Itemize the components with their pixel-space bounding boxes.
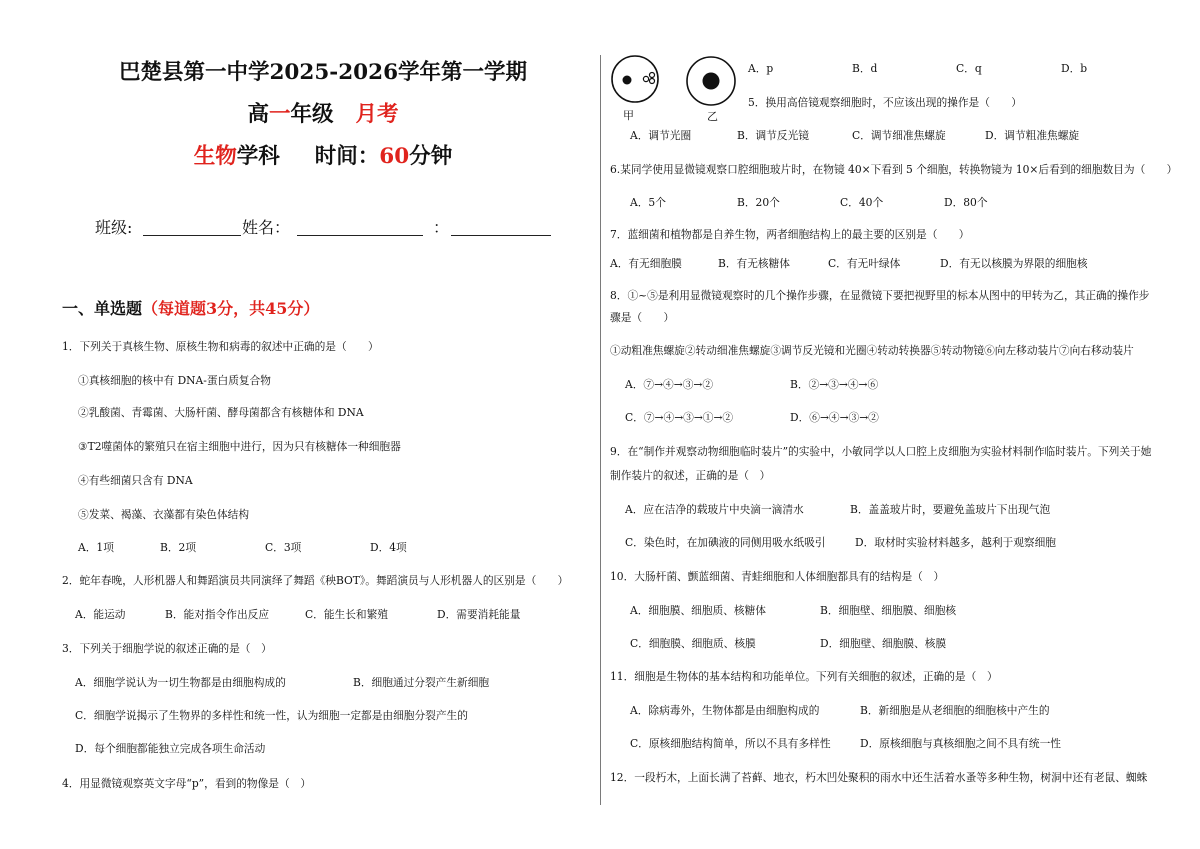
question-6-option-b: B．20个 — [737, 196, 780, 209]
question-8-option-d: D．⑥→④→③→② — [790, 411, 879, 424]
section-header — [62, 300, 319, 318]
subject-name: 生物 — [193, 144, 237, 169]
question-5-option-a: A．调节光圈 — [630, 129, 692, 142]
question-6-option-a: A．5个 — [630, 196, 666, 209]
question-2-option-c: C．能生长和繁殖 — [305, 608, 388, 621]
question-6-stem: 6.某同学使用显微镜观察口腔细胞玻片时，在物镜 40×下看到 5 个细胞，转换物镜为 10×后看到的细胞数目为（ ） — [610, 163, 1178, 176]
question-7-option-d: D．有无以核膜为界限的细胞核 — [940, 257, 1088, 270]
field-jia-small-circle — [650, 79, 655, 84]
third-blank-line — [451, 235, 551, 236]
time-unit: 分钟 — [409, 144, 453, 169]
question-8-option-b: B．②→③→④→⑥ — [790, 378, 879, 391]
grade-prefix: 高 — [247, 102, 269, 127]
question-3-option-a: A．细胞学说认为一切生物都是由细胞构成的 — [75, 676, 286, 689]
question-8-option-a: A．⑦→④→③→② — [625, 378, 714, 391]
question-8-option-c: C．⑦→④→③→①→② — [625, 411, 734, 424]
question-3-option-d: D．每个细胞都能独立完成各项生命活动 — [75, 742, 266, 755]
column-divider — [600, 55, 601, 805]
question-2-option-a: A．能运动 — [75, 608, 126, 621]
third-label: ： — [433, 218, 450, 237]
question-1-stem: 1．下列关于真核生物、原核生物和病毒的叙述中正确的是（ ） — [62, 340, 379, 353]
field-jia-small-circle — [643, 76, 648, 81]
field-yi-dot — [703, 73, 720, 90]
question-11-stem: 11．细胞是生物体的基本结构和功能单位。下列有关细胞的叙述，正确的是（ ） — [610, 670, 998, 683]
class-blank-line — [143, 235, 241, 236]
question-1-statement: ①真核细胞的核中有 DNA-蛋白质复合物 — [78, 374, 271, 387]
microscope-field-figure — [600, 45, 750, 113]
question-8-steps: ①动粗准焦螺旋②转动细准焦螺旋③调节反光镜和光圈④转动转换器⑤转动物镜⑥向左移动装片⑦向右移动装片 — [610, 344, 1134, 357]
question-5-stem: 5．换用高倍镜观察细胞时，不应该出现的操作是（ ） — [748, 96, 1022, 109]
question-4-option-d: D．b — [1061, 62, 1088, 75]
question-10-option-a: A．细胞膜、细胞质、核糖体 — [630, 604, 766, 617]
question-7-stem: 7．蓝细菌和植物都是自养生物，两者细胞结构上的最主要的区别是（ ） — [610, 228, 970, 241]
question-1-statement: ⑤发菜、褐藻、衣藻都有染色体结构 — [78, 508, 250, 521]
question-1-option-b: B．2项 — [160, 541, 197, 554]
grade-highlight: 一 — [268, 102, 291, 127]
name-label: 姓名： — [242, 218, 291, 237]
time-label: 时间： — [314, 144, 380, 169]
question-7-option-c: C．有无叶绿体 — [828, 257, 901, 270]
question-4-stem: 4．用显微镜观察英文字母“p”，看到的物像是（ ） — [62, 777, 312, 790]
question-1-statement: ③T2噬菌体的繁殖只在宿主细胞中进行，因为只有核糖体一种细胞器 — [78, 440, 401, 453]
question-1-statement: ④有些细菌只含有 DNA — [78, 474, 193, 487]
question-8-stem-line: 8．①~⑤是利用显微镜观察时的几个操作步骤，在显微镜下要把视野里的标本从图中的甲转为乙，其正确的操作步 — [610, 289, 1150, 302]
question-10-stem: 10．大肠杆菌、颤蓝细菌、青蛙细胞和人体细胞都具有的结构是（ ） — [610, 570, 945, 583]
subject-time-title — [23, 144, 623, 170]
question-9-stem-line: 制作装片的叙述，正确的是（ ） — [610, 469, 771, 482]
question-2-stem: 2．蛇年春晚，人形机器人和舞蹈演员共同演绎了舞蹈《秧BOT》。舞蹈演员与人形机器人的区别是（ ） — [62, 574, 569, 587]
question-5-option-c: C．调节细准焦螺旋 — [852, 129, 946, 142]
question-4-option-c: C．q — [956, 62, 982, 75]
question-3-option-c: C．细胞学说揭示了生物界的多样性和统一性，认为细胞一定都是由细胞分裂产生的 — [75, 709, 468, 722]
figure-label-jia: 甲 — [623, 109, 634, 122]
field-jia-small-circle — [650, 73, 655, 78]
question-9-option-a: A．应在洁净的载玻片中央滴一滴清水 — [625, 503, 804, 516]
question-6-option-d: D．80个 — [944, 196, 988, 209]
school-term-title: 巴楚县第一中学2025-2026学年第一学期 — [118, 60, 528, 85]
question-2-option-b: B．能对指令作出反应 — [165, 608, 270, 621]
class-label: 班级: — [95, 218, 133, 237]
section-title: 一、单选题 — [62, 299, 143, 318]
question-7-option-b: B．有无核糖体 — [718, 257, 790, 270]
question-4-option-b: B．d — [852, 62, 878, 75]
question-1-statement: ②乳酸菌、青霉菌、大肠杆菌、酵母菌都含有核糖体和 DNA — [78, 406, 364, 419]
question-10-option-d: D．细胞壁、细胞膜、核膜 — [820, 637, 947, 650]
question-1-option-c: C．3项 — [265, 541, 302, 554]
section-note: （每道题3分，共45分） — [142, 299, 320, 318]
question-8-stem-line: 骤是（ ） — [610, 311, 675, 324]
question-9-option-b: B．盖盖玻片时，要避免盖玻片下出现气泡 — [850, 503, 1051, 516]
field-jia-dot — [623, 76, 632, 85]
question-11-option-c: C．原核细胞结构简单，所以不具有多样性 — [630, 737, 831, 750]
question-3-stem: 3．下列关于细胞学说的叙述正确的是（ ） — [62, 642, 272, 655]
question-10-option-c: C．细胞膜、细胞质、核膜 — [630, 637, 756, 650]
question-12-stem: 12．一段朽木，上面长满了苔藓、地衣，朽木凹处聚积的雨水中还生活着水蚤等多种生物，树洞中还有老鼠、蜘蛛 — [610, 771, 1148, 784]
question-1-option-a: A．1项 — [78, 541, 114, 554]
question-11-option-d: D．原核细胞与真核细胞之间不具有统一性 — [860, 737, 1061, 750]
question-9-stem-line: 9．在“制作并观察动物细胞临时装片”的实验中，小敏同学以人口腔上皮细胞为实验材料制作临时装片。下列关于她 — [610, 445, 1152, 458]
question-10-option-b: B．细胞壁、细胞膜、细胞核 — [820, 604, 957, 617]
question-1-option-d: D．4项 — [370, 541, 407, 554]
question-3-option-b: B．细胞通过分裂产生新细胞 — [353, 676, 490, 689]
exam-type: 月考 — [355, 102, 399, 127]
time-value: 60 — [379, 144, 410, 169]
grade-suffix: 年级 — [290, 102, 334, 127]
question-5-option-b: B．调节反光镜 — [737, 129, 809, 142]
question-7-option-a: A．有无细胞膜 — [610, 257, 682, 270]
question-2-option-d: D．需要消耗能量 — [437, 608, 521, 621]
question-11-option-a: A．除病毒外，生物体都是由细胞构成的 — [630, 704, 820, 717]
figure-label-yi: 乙 — [707, 110, 718, 123]
question-5-option-d: D．调节粗准焦螺旋 — [985, 129, 1080, 142]
name-blank-line — [297, 235, 423, 236]
question-6-option-c: C．40个 — [840, 196, 884, 209]
grade-exam-title — [23, 102, 623, 128]
question-4-option-a: A．p — [748, 62, 774, 75]
question-9-option-c: C．染色时，在加碘液的同侧用吸水纸吸引 — [625, 536, 826, 549]
question-9-option-d: D．取材时实验材料越多，越利于观察细胞 — [855, 536, 1056, 549]
subject-suffix: 学科 — [236, 144, 280, 169]
question-11-option-b: B．新细胞是从老细胞的细胞核中产生的 — [860, 704, 1050, 717]
